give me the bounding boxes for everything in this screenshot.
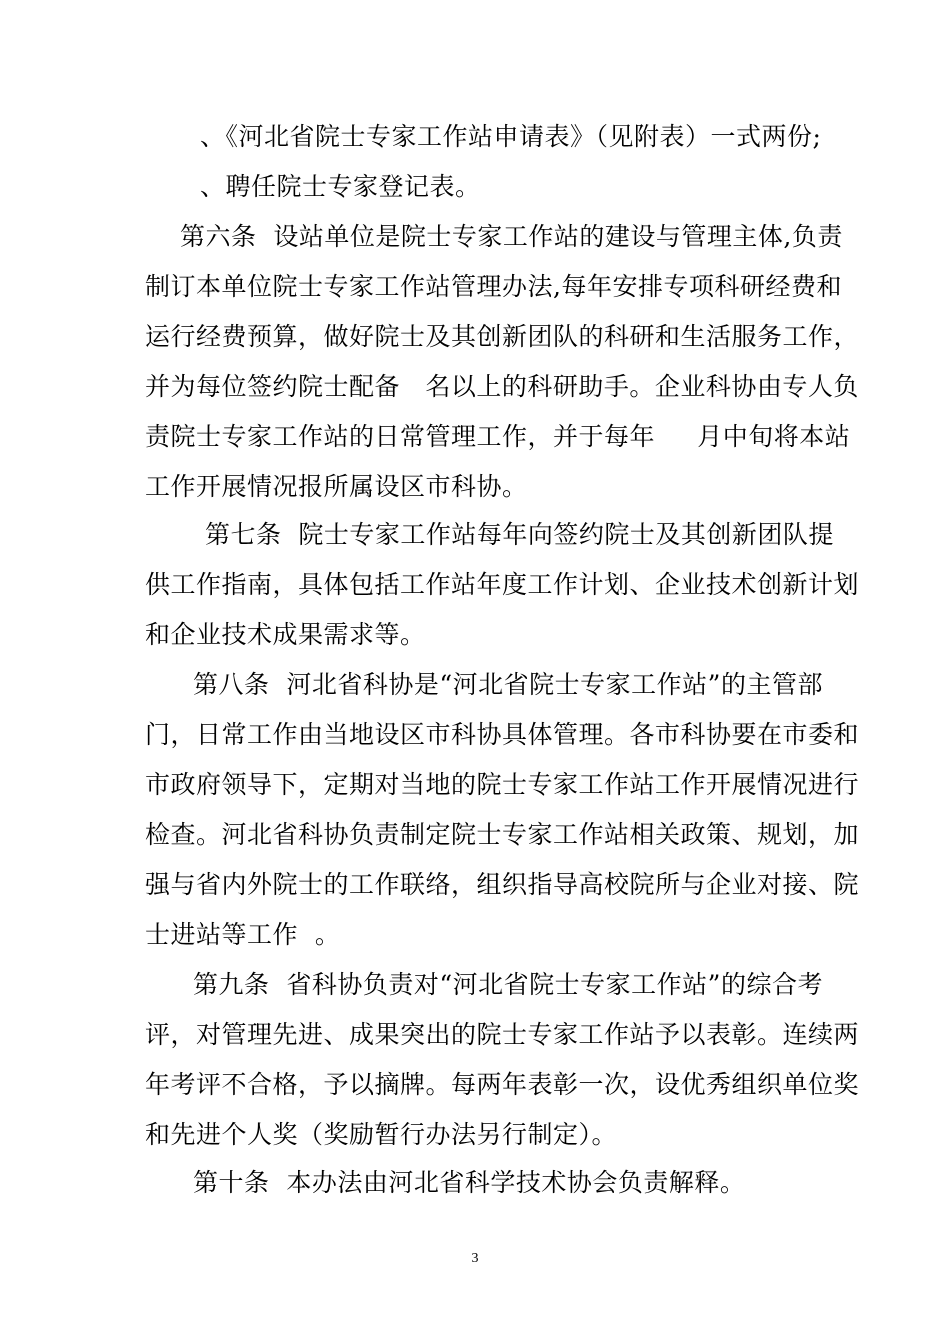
- text-line: 、聘任院士专家登记表。: [200, 172, 481, 201]
- text-line: 士进站等工作 。: [145, 920, 341, 949]
- article-6-heading-line: 第六条 设站单位是院士专家工作站的建设与管理主体,负责: [180, 222, 843, 251]
- text-line: 责院士专家工作站的日常管理工作，并于每年 月中旬将本站: [145, 422, 851, 451]
- text-line: 门，日常工作由当地设区市科协具体管理。各市科协要在市委和: [145, 720, 860, 749]
- text-line: 工作开展情况报所属设区市科协。: [145, 472, 528, 501]
- text-line: 和先进个人奖（奖励暂行办法另行制定）。: [145, 1120, 618, 1149]
- text-line: 、《河北省院士专家工作站申请表》（见附表）一式两份;: [200, 122, 822, 151]
- page-number: 3: [471, 1251, 479, 1266]
- text-line: 制订本单位院士专家工作站管理办法,每年安排专项科研经费和: [145, 272, 842, 301]
- text-line: 年考评不合格，予以摘牌。每两年表彰一次，设优秀组织单位奖: [145, 1070, 860, 1099]
- text-line: 市政府领导下，定期对当地的院士专家工作站工作开展情况进行: [145, 770, 860, 799]
- text-line: 强与省内外院士的工作联络，组织指导高校院所与企业对接、院: [145, 870, 860, 899]
- article-10-heading-line: 第十条 本办法由河北省科学技术协会负责解释。: [193, 1168, 746, 1197]
- text-line: 并为每位签约院士配备 名以上的科研助手。企业科协由专人负: [145, 372, 859, 401]
- text-line: 和企业技术成果需求等。: [145, 620, 426, 649]
- article-8-heading-line: 第八条 河北省科协是“河北省院士专家工作站”的主管部: [193, 670, 823, 699]
- article-7-heading-line: 第七条 院士专家工作站每年向签约院士及其创新团队提: [205, 520, 834, 549]
- article-9-heading-line: 第九条 省科协负责对“河北省院士专家工作站”的综合考: [193, 970, 823, 999]
- text-line: 检查。河北省科协负责制定院士专家工作站相关政策、规划，加: [145, 820, 860, 849]
- text-line: 供工作指南，具体包括工作站年度工作计划、企业技术创新计划: [145, 570, 860, 599]
- text-line: 评，对管理先进、成果突出的院士专家工作站予以表彰。连续两: [145, 1020, 860, 1049]
- text-line: 运行经费预算，做好院士及其创新团队的科研和生活服务工作，: [145, 322, 860, 351]
